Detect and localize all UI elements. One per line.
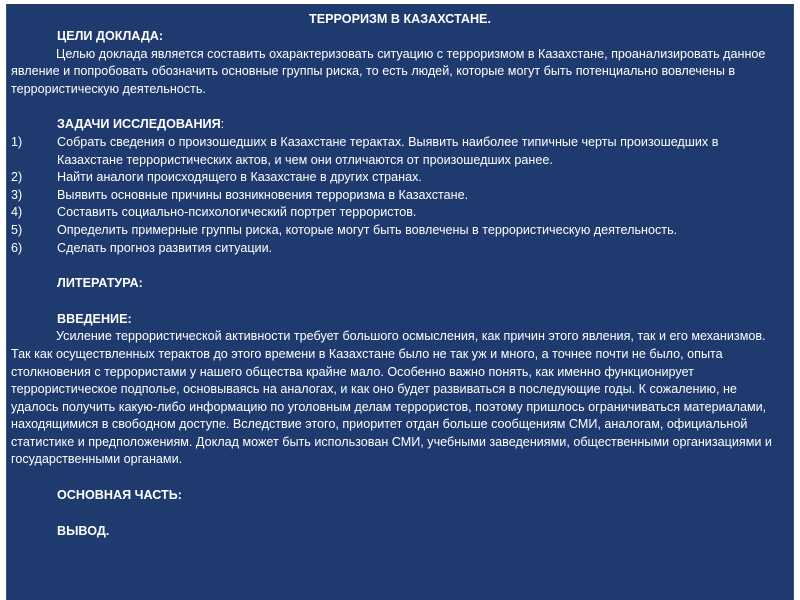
- list-item-text: Составить социально-психологический портрет террористов.: [57, 205, 417, 220]
- list-item-text: Сделать прогноз развития ситуации.: [57, 240, 273, 255]
- list-item-number: 6): [11, 240, 23, 255]
- main-part-heading: ОСНОВНАЯ ЧАСТЬ:: [57, 488, 182, 503]
- tasks-heading: [7, 116, 793, 134]
- intro-text: Усиление террористической активности требует большого осмысления, как причин этого явления, так и его механизмов. Так как осуществленных терактов до этого времени в Казахстане было не так уж и много, а точнее почти не было, опыта столкновения с террористами у нашего общества крайне мало. Особенно важно понять, как именно функционирует террористическое подполье, основываясь на аналогах, и как оно будет развиваться в последующие годы. К сожалению, не удалось получить какую-либо информацию по уголовным делам террористов, поэтому пришлось ограничиваться материалами, находящимися в свободном доступе. Вследствие этого, приоритет отдан больше сообщениям СМИ, аналогам, официальной статистике и предположениям. Доклад может быть использован СМИ, учебными заведениями, общественными организациями и государственными органами.: [11, 329, 772, 467]
- spacer: [7, 469, 793, 487]
- list-item-text: Собрать сведения о произошедших в Казахстане терактах. Выявить наиболее типичные черты произошедших в Казахстане террористических актов, и чем они отличаются от произошедших ранее.: [57, 134, 719, 167]
- goals-heading: ЦЕЛИ ДОКЛАДА:: [57, 29, 164, 43]
- spacer: [7, 98, 793, 116]
- list-item-number: 3): [11, 187, 23, 202]
- spacer: [7, 293, 793, 311]
- list-item-number: 1): [11, 134, 23, 149]
- list-item: [7, 169, 793, 187]
- conclusion-heading: ВЫВОД.: [57, 523, 110, 538]
- list-item-text: Определить примерные группы риска, которые могут быть вовлечены в террористическую деятельность.: [57, 222, 678, 237]
- slide-title: ТЕРРОРИЗМ В КАЗАХСТАНЕ.: [309, 12, 491, 26]
- list-item: [7, 134, 793, 169]
- list-item-number: 5): [11, 222, 23, 237]
- list-item-text: Найти аналоги происходящего в Казахстане в других странах.: [57, 170, 422, 185]
- goals-text: Целью доклада является составить охарактеризовать ситуацию с терроризмом в Казахстане, проанализировать данное явление и попробовать обозначить основные группы риска, то есть людей, которые могут быть потенциально вовлечены в террористическую деятельность.: [11, 46, 766, 96]
- spacer: [7, 257, 793, 275]
- slide: [6, 4, 794, 600]
- list-item-text: Выявить основные причины возникновения терроризма в Казахстане.: [57, 187, 469, 202]
- list-item: [7, 222, 793, 240]
- tasks-heading-colon: :: [220, 117, 225, 132]
- list-item: [7, 187, 793, 205]
- intro-heading: ВВЕДЕНИЕ:: [57, 311, 132, 326]
- spacer: [7, 505, 793, 523]
- literature-heading: ЛИТЕРАТУРА:: [57, 276, 143, 291]
- list-item-number: 4): [11, 205, 23, 220]
- list-item: [7, 240, 793, 258]
- list-item: [7, 204, 793, 222]
- tasks-list: [7, 134, 793, 257]
- list-item-number: 2): [11, 170, 23, 185]
- tasks-heading-text: ЗАДАЧИ ИССЛЕДОВАНИЯ: [57, 117, 221, 132]
